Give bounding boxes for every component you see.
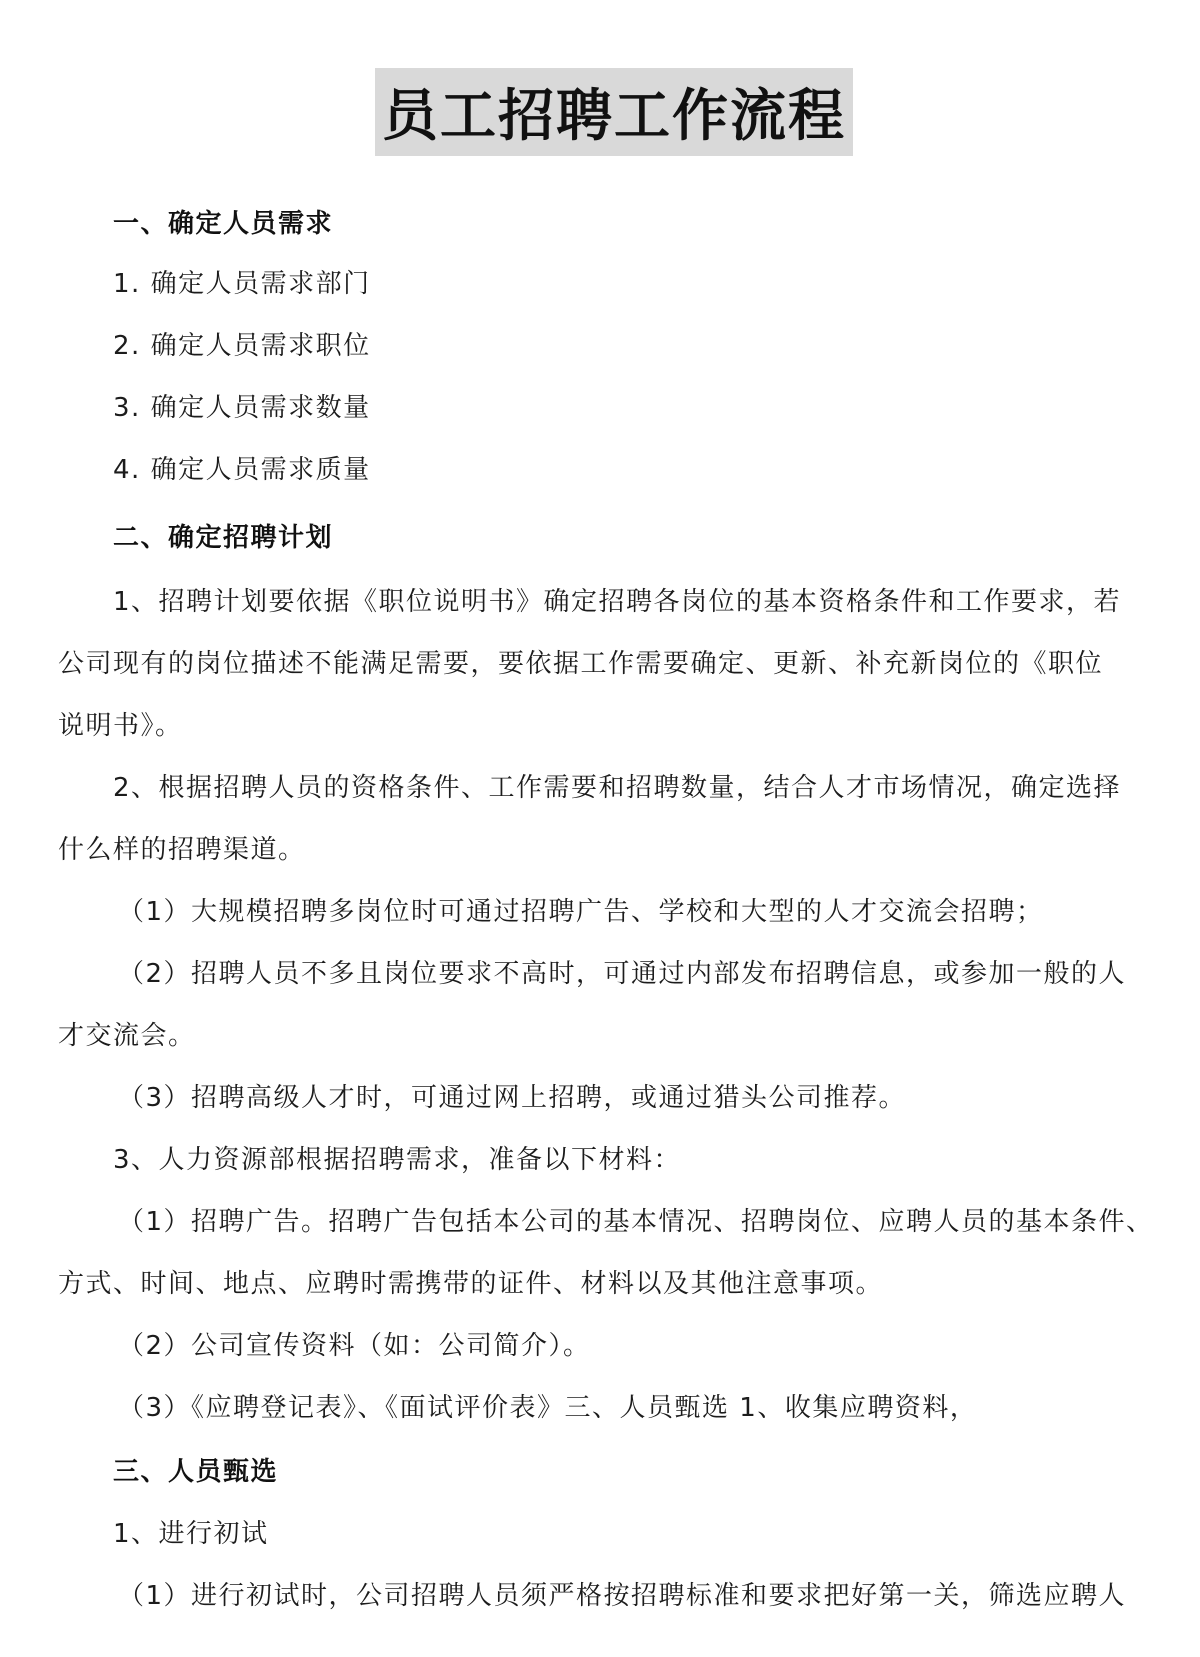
paragraph-line: 1、进行初试 [113,1519,269,1549]
paragraph-line: （2）公司宣传资料（如：公司简介）。 [118,1331,591,1361]
paragraph-line: 才交流会。 [58,1021,196,1051]
paragraph-line: （2）招聘人员不多且岗位要求不高时，可通过内部发布招聘信息，或参加一般的人 [118,959,1127,989]
paragraph-line: 说明书》。 [58,711,183,741]
paragraph-line: 1、招聘计划要依据《职位说明书》确定招聘各岗位的基本资格条件和工作要求，若 [113,587,1122,617]
list-item: 4. 确定人员需求质量 [113,455,371,485]
paragraph-line: 什么样的招聘渠道。 [58,835,306,865]
section-heading: 三、人员甄选 [113,1457,279,1487]
paragraph-line: 方式、时间、地点、应聘时需携带的证件、材料以及其他注意事项。 [58,1269,884,1299]
document-title: 员工招聘工作流程 [382,84,846,149]
section-heading: 二、确定招聘计划 [113,523,334,553]
paragraph-line: （1）进行初试时，公司招聘人员须严格按招聘标准和要求把好第一关，筛选应聘人 [118,1581,1127,1611]
paragraph-line: （3）招聘高级人才时，可通过网上招聘，或通过猎头公司推荐。 [118,1083,907,1113]
paragraph-line: 2、根据招聘人员的资格条件、工作需要和招聘数量，结合人才市场情况，确定选择 [113,773,1122,803]
list-item: 2. 确定人员需求职位 [113,331,371,361]
title-box [375,68,853,156]
paragraph-line: （1）招聘广告。招聘广告包括本公司的基本情况、招聘岗位、应聘人员的基本条件、 [118,1207,1154,1237]
paragraph-line: （1）大规模招聘多岗位时可通过招聘广告、学校和大型的人才交流会招聘； [118,897,1044,927]
list-item: 1. 确定人员需求部门 [113,269,371,299]
paragraph-line: 公司现有的岗位描述不能满足需要，要依据工作需要确定、更新、补充新岗位的《职位 [58,649,1104,679]
paragraph-line: （3）《应聘登记表》、《面试评价表》三、人员甄选 1、收集应聘资料， [118,1393,978,1423]
paragraph-line: 3、人力资源部根据招聘需求，准备以下材料： [113,1145,682,1175]
list-item: 3. 确定人员需求数量 [113,393,371,423]
section-heading: 一、确定人员需求 [113,209,334,239]
